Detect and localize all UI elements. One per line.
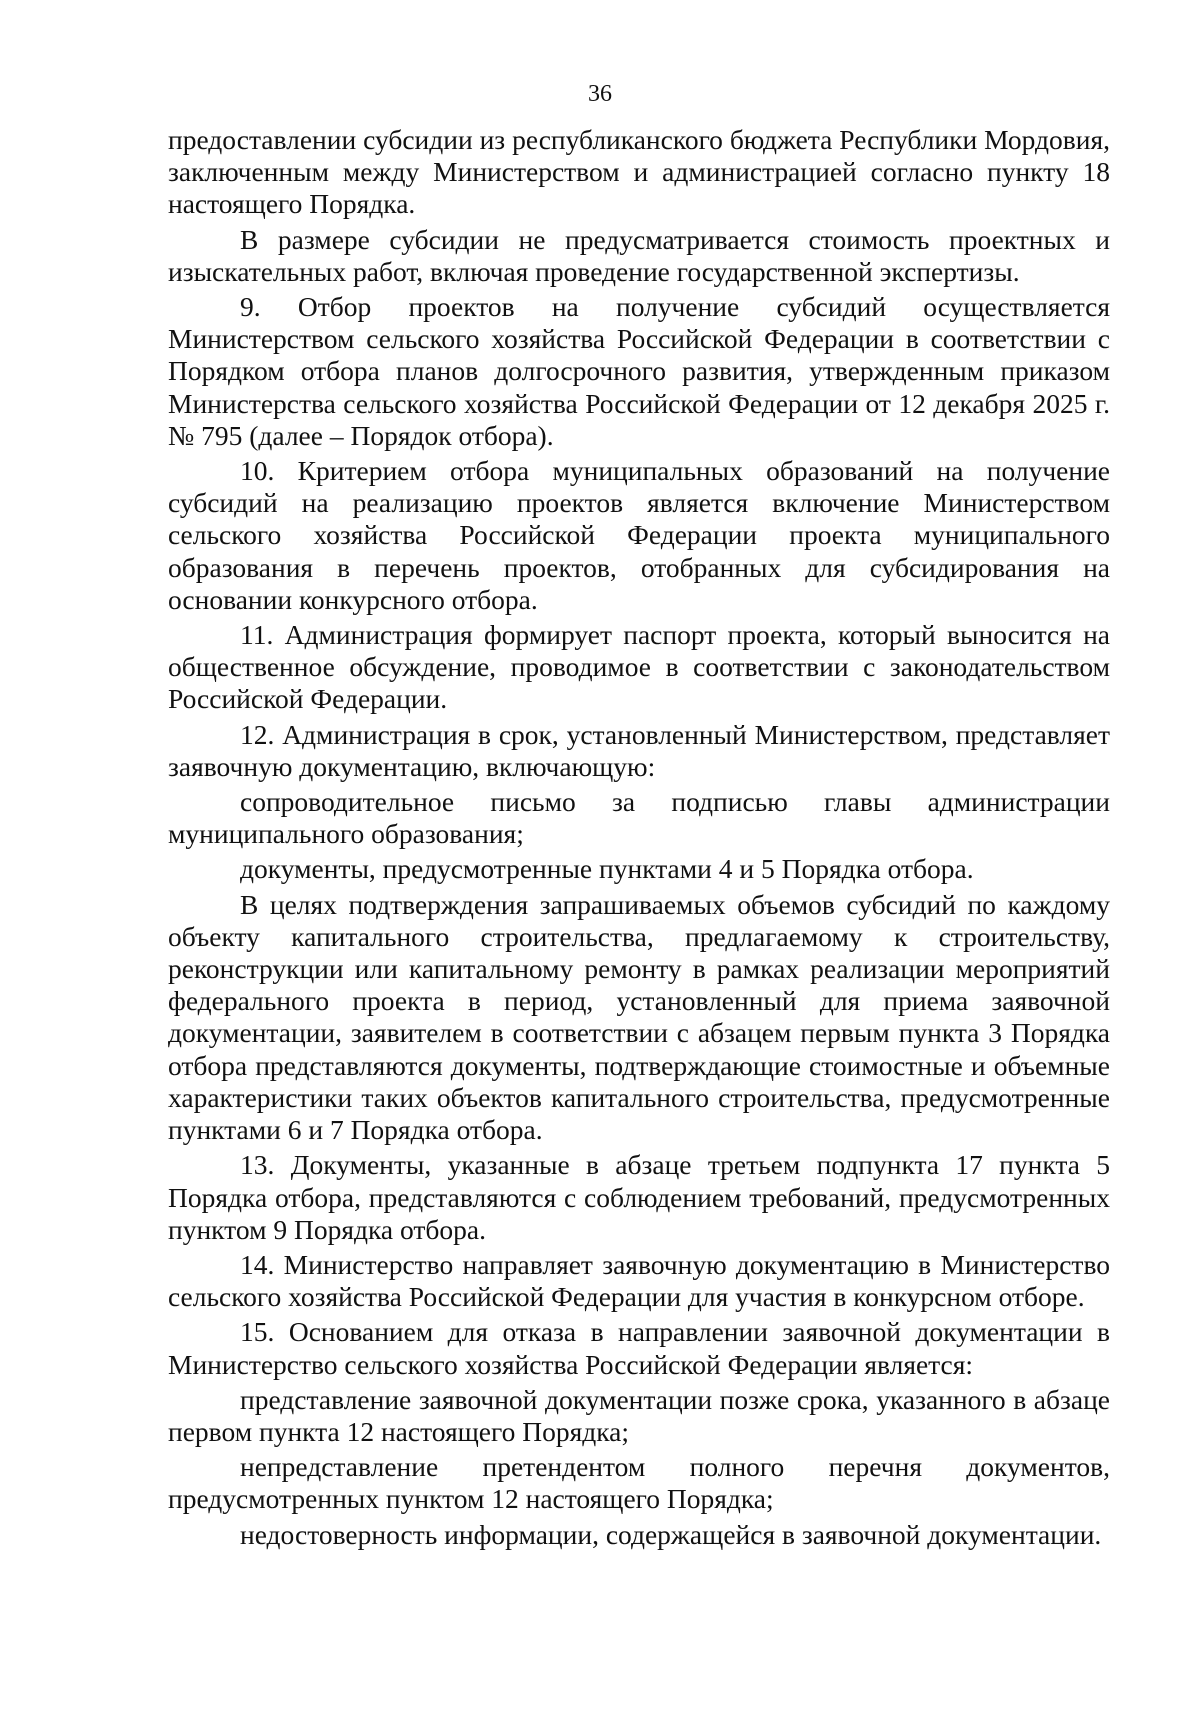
page-number: 36 bbox=[588, 81, 612, 107]
paragraph-design-costs: В размере субсидии не предусматривается стоимость проектных и изыскательных работ, включая проведение государственной экспертизы. bbox=[168, 223, 1110, 287]
paragraph-late-submission: представление заявочной документации позже срока, указанного в абзаце первом пункта 12 настоящего Порядка; bbox=[168, 1383, 1110, 1447]
paragraph-item-10: 10. Критерием отбора муниципальных образований на получение субсидий на реализацию проектов является включение Министерством сельского хозяйства Российской Федерации проекта муниципального образования в перечень проектов, отобранных для субсидирования на основании конкурсного отбора. bbox=[168, 455, 1110, 615]
paragraph-unreliable-information: недостоверность информации, содержащейся в заявочной документации. bbox=[240, 1518, 1102, 1550]
paragraph-item-13: 13. Документы, указанные в абзаце третьем подпункта 17 пункта 5 Порядка отбора, представляются с соблюдением требований, предусмотренных пунктом 9 Порядка отбора. bbox=[168, 1149, 1110, 1245]
paragraph-continuation: предоставлении субсидии из республиканского бюджета Республики Мордовия, заключенным между Министерством и администрацией согласно пункту 18 настоящего Порядка. bbox=[168, 124, 1110, 220]
paragraph-subsidy-volumes: В целях подтверждения запрашиваемых объемов субсидий по каждому объекту капитального строительства, предлагаемому к строительству, реконструкции или капитальному ремонту в рамках реализации мероприятий федерального проекта в период, установленный для приема заявочной документации, заявителем в соответствии с абзацем первым пункта 3 Порядка отбора представляются документы, подтверждающие стоимостные и объемные характеристики таких объектов капитального строительства, предусмотренные пунктами 6 и 7 Порядка отбора. bbox=[168, 888, 1110, 1146]
paragraph-item-14: 14. Министерство направляет заявочную документацию в Министерство сельского хозяйства Российской Федерации для участия в конкурсном отборе. bbox=[168, 1248, 1110, 1313]
paragraph-cover-letter: сопроводительное письмо за подписью главы администрации муниципального образования; bbox=[168, 786, 1110, 850]
document-body bbox=[168, 124, 1110, 1554]
paragraph-incomplete-documents: непредставление претендентом полного перечня документов, предусмотренных пунктом 12 настоящего Порядка; bbox=[168, 1451, 1110, 1515]
paragraph-documents: документы, предусмотренные пунктами 4 и 5 Порядка отбора. bbox=[240, 853, 974, 885]
paragraph-item-11: 11. Администрация формирует паспорт проекта, который выносится на общественное обсуждение, проводимое в соответствии с законодательством Российской Федерации. bbox=[168, 619, 1110, 715]
paragraph-item-12: 12. Администрация в срок, установленный Министерством, представляет заявочную документацию, включающую: bbox=[168, 718, 1110, 782]
paragraph-item-9: 9. Отбор проектов на получение субсидий осуществляется Министерством сельского хозяйства Российской Федерации в соответствии с Порядком отбора планов долгосрочного развития, утвержденным приказом Министерства сельского хозяйства Российской Федерации от 12 декабря 2025 г. № 795 (далее – Порядок отбора). bbox=[168, 291, 1110, 451]
paragraph-item-15: 15. Основанием для отказа в направлении заявочной документации в Министерство сельского хозяйства Российской Федерации является: bbox=[168, 1316, 1110, 1380]
